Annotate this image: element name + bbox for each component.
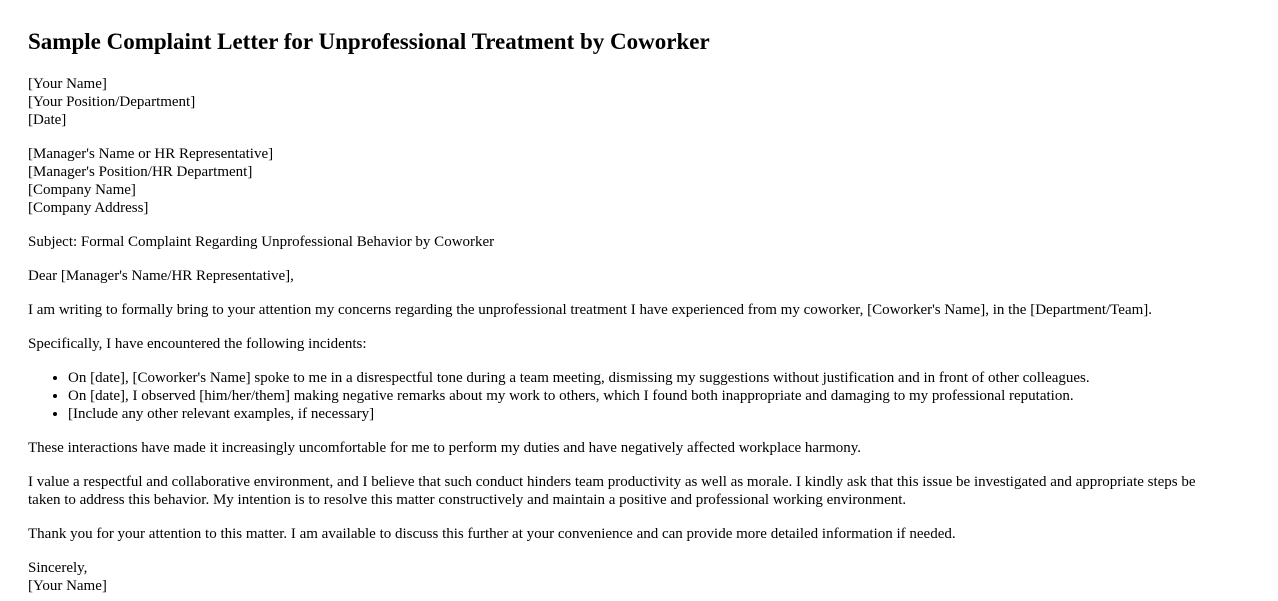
request-paragraph: I value a respectful and collaborative environment, and I believe that such conduct hinders team productivity as well as morale. I kindly ask that this issue be investigated and appropriate steps be taken to address this behavior. My intention is to resolve this matter constructively and maintain a positive and professional working environment. (28, 474, 1196, 508)
page-title: Sample Complaint Letter for Unprofessional Treatment by Coworker (28, 29, 710, 54)
signature-name: [Your Name] (28, 578, 107, 594)
recipient-address: [Company Address] (28, 200, 149, 216)
recipient-position: [Manager's Position/HR Department] (28, 164, 253, 180)
impact-paragraph: These interactions have made it increasingly uncomfortable for me to perform my duties and have negatively affected workplace harmony. (28, 440, 862, 456)
recipient-block (28, 145, 1250, 217)
sender-block (28, 75, 1250, 129)
salutation: Dear [Manager's Name/HR Representative], (28, 268, 294, 284)
subject-line: Subject: Formal Complaint Regarding Unprofessional Behavior by Coworker (28, 234, 495, 250)
signoff: Sincerely, (28, 560, 88, 576)
list-item: • On [date], I observed [him/her/them] making negative remarks about my work to others, which I found both inappropriate and damaging to my professional reputation. (68, 387, 1250, 405)
list-item: • On [date], [Coworker's Name] spoke to me in a disrespectful tone during a team meeting, dismissing my suggestions without justification and in front of other colleagues. (68, 369, 1250, 387)
incidents-intro: Specifically, I have encountered the following incidents: (28, 336, 367, 352)
intro-paragraph: I am writing to formally bring to your attention my concerns regarding the unprofessional treatment I have experienced from my coworker, [Coworker's Name], in the [Department/Team]. (28, 302, 1153, 318)
incident-list (28, 369, 1250, 423)
recipient-name: [Manager's Name or HR Representative] (28, 146, 274, 162)
sender-date: [Date] (28, 112, 67, 128)
sender-position: [Your Position/Department] (28, 94, 196, 110)
signature-block (28, 559, 1250, 595)
recipient-company: [Company Name] (28, 182, 136, 198)
closing-paragraph: Thank you for your attention to this matter. I am available to discuss this further at your convenience and can provide more detailed information if needed. (28, 526, 956, 542)
list-item: • [Include any other relevant examples, if necessary] (68, 405, 1250, 423)
sender-name: [Your Name] (28, 76, 107, 92)
